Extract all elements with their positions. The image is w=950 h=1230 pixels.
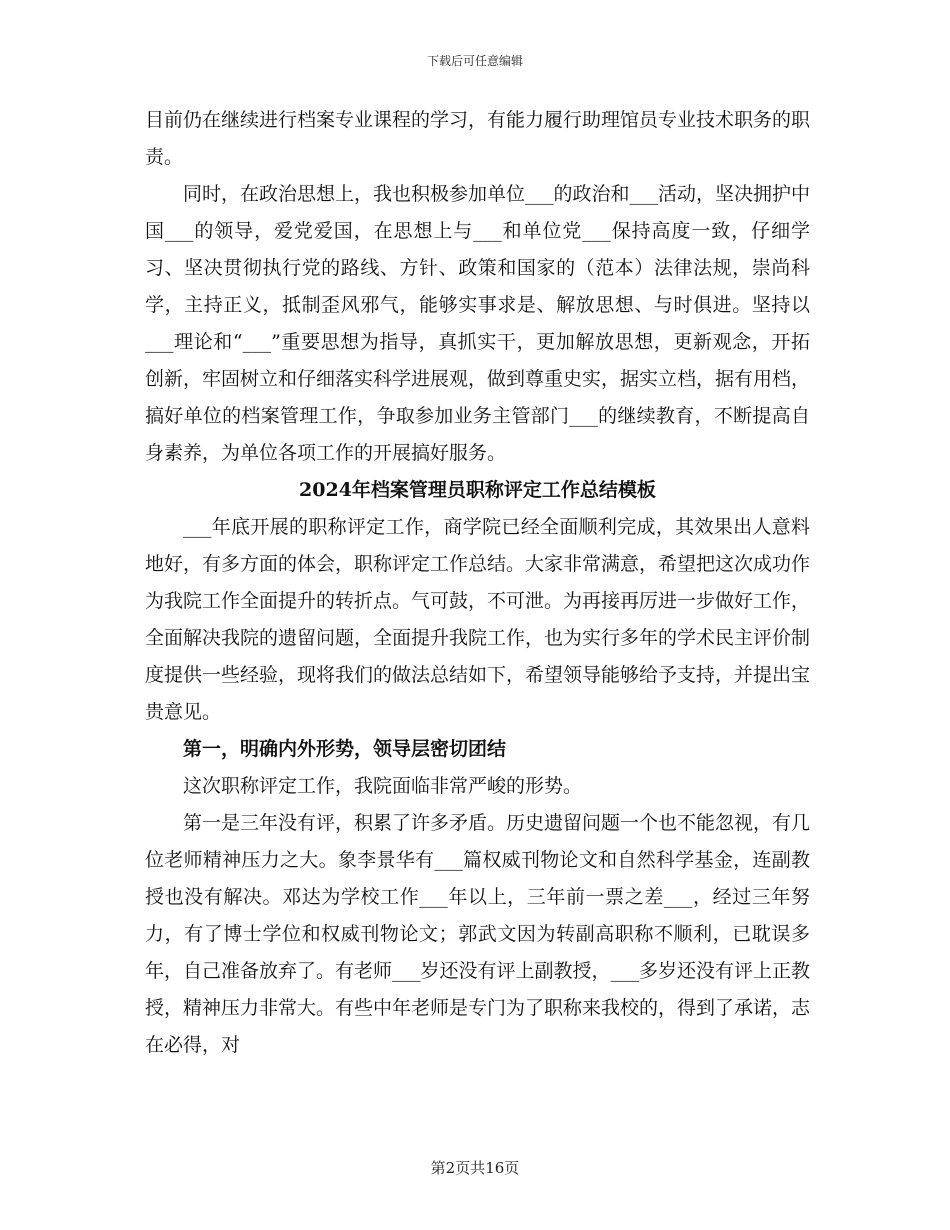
paragraph-political-thought: 同时，在政治思想上，我也积极参加单位___的政治和___活动，坚决拥护中国___的领导，爱党爱国，在思想上与___和单位党___保持高度一致，仔细学习、坚决贯彻执行党的路线、方针、政策和国家的（范本）法律法规，崇尚科学，主持正义，抵制歪风邪气，能够实事求是、解放思想、与时俱进。坚持以___理论和“___”重要思想为指导，真抓实干，更加解放思想，更新观念，开拓创新，牢固树立和仔细落实科学进展观，做到尊重史实，据实立档，据有用档，搞好单位的档案管理工作，争取参加业务主管部门___的继续教育，不断提高自身素养，为单位各项工作的开展搞好服务。 — [145, 183, 811, 464]
page-footer: 第2页共16页 — [430, 1159, 520, 1177]
paragraph-intro: ___年底开展的职称评定工作，商学院已经全面顺利完成，其效果出人意料地好，有多方面的体会，职称评定工作总结。大家非常满意，希望把这次成功作为我院工作全面提升的转折点。气可鼓，不可泄。为再接再厉进一步做好工作，全面解决我院的遗留问题，全面提升我院工作，也为实行多年的学术民主评价制度提供一些经验，现将我们的做法总结如下，希望领导能够给予支持，并提出宝贵意见。 — [145, 516, 811, 723]
paragraph-situation: 这次职称评定工作，我院面临非常严峻的形势。 — [183, 775, 583, 797]
document-body — [145, 102, 810, 1064]
subheading-first: 第一，明确内外形势，领导层密切团结 — [183, 738, 507, 760]
paragraph-continuation: 目前仍在继续进行档案专业课程的学习，有能力履行助理馆员专业技术职务的职责。 — [145, 109, 811, 168]
page-header: 下载后可任意编辑 — [426, 54, 523, 68]
section-title: 2024年档案管理员职称评定工作总结模板 — [299, 479, 656, 501]
paragraph-first-point: 第一是三年没有评，积累了许多矛盾。历史遗留问题一个也不能忽视，有几位老师精神压力之大。象李景华有___篇权威刊物论文和自然科学基金，连副教授也没有解决。邓达为学校工作___年以上，三年前一票之差___，经过三年努力，有了博士学位和权威刊物论文；郭武文因为转副高职称不顺利，已耽误多年，自己准备放弃了。有老师___岁还没有评上副教授，___多岁还没有评上正教授，精神压力非常大。有些中年老师是专门为了职称来我校的，得到了承诺，志在必得，对 — [145, 812, 811, 1056]
